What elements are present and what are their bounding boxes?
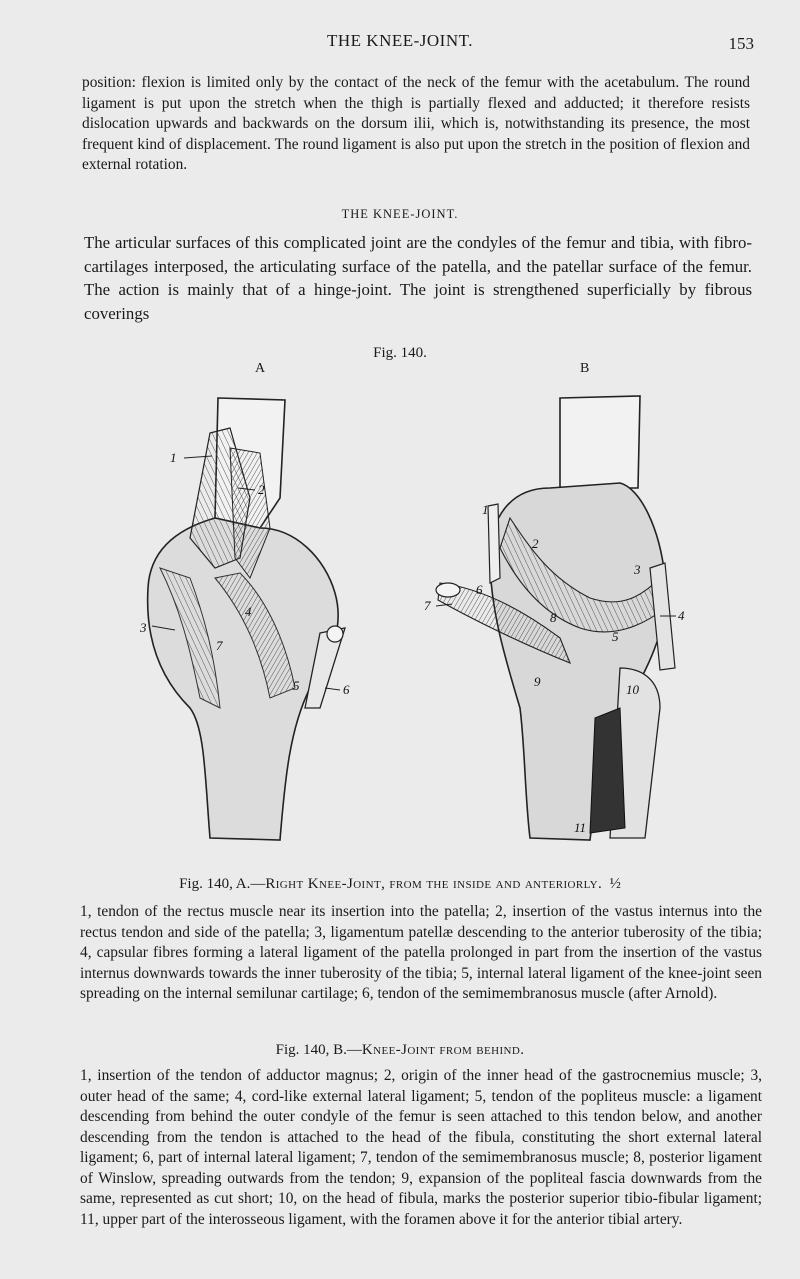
section-heading: THE KNEE-JOINT. [341,207,459,221]
panel-b-callout-6: 6 [476,582,483,597]
caption-a-title-text: Right Knee-Joint, from the inside and anteriorly. [265,876,603,892]
running-head: THE KNEE-JOINT. [327,31,473,50]
panel-a-callout-3: 3 [140,620,147,635]
panel-b-callout-11: 11 [574,820,587,835]
panel-b-callout-1: 1 [482,502,489,517]
panel-a-callout-5: 5 [293,678,300,693]
panel-b-callout-10: 10 [626,682,639,697]
knee-joint-illustration [120,378,700,853]
caption-a-body: 1, tendon of the rectus muscle near its insertion into the patella; 2, insertion of the vastus internus into the rectus tendon and side of the patella; 3, ligamentum patellæ descending to the anterior tuberosity of the tibia; 4, capsular fibres forming a lateral ligament of the patella prolonged in part from the insertion of the vastus internus downwards towards the inner tuberosity of the tibia; 5, internal lateral ligament of the knee-joint seen spreading on the internal semilunar cartilage; 6, tendon of the semimembranosus muscle (after Arnold). [80,903,762,1002]
caption-a-prefix: Fig. 140, A.— [179,876,266,892]
page-number: 153 [728,34,754,53]
figure-label: Fig. 140. [373,345,427,361]
caption-b-title-text: Knee-Joint from behind. [361,1042,525,1058]
panel-a-callout-4: 4 [245,604,252,619]
panel-b-callout-4: 4 [678,608,685,623]
panel-a-drawing [148,398,345,840]
panel-b-callout-9: 9 [534,674,541,689]
panel-a-callout-1: 1 [170,450,177,465]
section-paragraph: The articular surfaces of this complicated joint are the condyles of the femur and tibia, with fibro-cartilages interposed, the articulating surface of the patella, and the patellar surface of the femur. The action is mainly that of a hinge-joint. The joint is strengthened superficially by fibrous coverings [84,233,752,323]
panel-b-callout-3: 3 [634,562,641,577]
caption-b-prefix: Fig. 140, B.— [275,1042,362,1058]
panel-a-callout-2: 2 [258,482,265,497]
caption-a-scale: ½ [609,876,621,892]
panel-b-callout-5: 5 [612,629,619,644]
panel-b-callout-7: 7 [424,598,431,613]
panel-a-letter: A [255,361,266,376]
panel-b-callout-8: 8 [550,610,557,625]
panel-b-callout-2: 2 [532,536,539,551]
panel-a-callout-6: 6 [343,682,350,697]
panel-a-callout-7: 7 [216,638,223,653]
intro-paragraph: position: flexion is limited only by the contact of the neck of the femur with the acetabulum. The round ligament is put upon the stretch when the thigh is partially flexed and adducted; it therefore resists dislocation upwards and backwards on the dorsum ilii, which is, notwithstanding its presence, the most frequent kind of displacement. The round ligament is also put upon the stretch in the position of flexion and external rotation. [82,74,750,173]
panel-b-letter: B [580,361,590,376]
caption-b-title [0,1042,800,1059]
caption-b-body: 1, insertion of the tendon of adductor magnus; 2, origin of the inner head of the gastrocnemius muscle; 3, outer head of the same; 4, cord-like external lateral ligament; 5, tendon of the popliteus muscle: a ligament descending from behind the outer condyle of the femur is seen attached to this tendon below, and another descending from the tendon is attached to the head of the fibula, constituting the short external lateral ligament; 6, part of internal lateral ligament; 7, tendon of the semimembranosus muscle; 8, posterior ligament of Winslow, spreading outwards from the tendon; 9, expansion of the popliteal fascia downwards from the same, represented as cut short; 10, on the head of fibula, marks the posterior superior tibio-fibular ligament; 11, upper part of the interosseous ligament, with the foramen above it for the anterior tibial artery. [80,1067,762,1228]
caption-a-title [0,876,800,893]
